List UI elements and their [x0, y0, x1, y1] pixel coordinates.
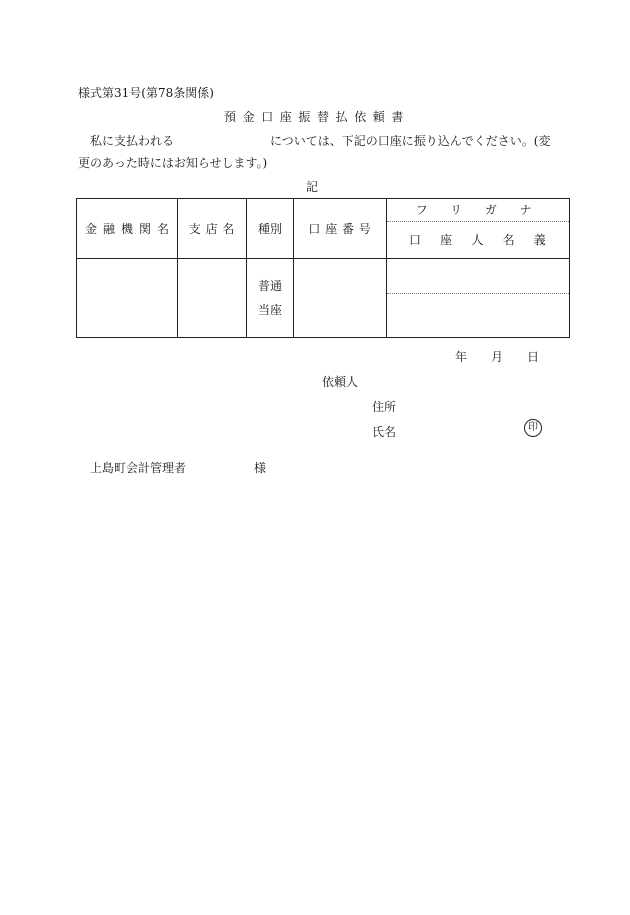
intro-line-1 [90, 132, 550, 149]
account-type-field[interactable] [247, 259, 294, 338]
ki-heading: 記 [306, 180, 319, 194]
header-account-number: 口座番号 [294, 199, 387, 259]
header-account-type: 種別 [247, 199, 294, 259]
date-line [455, 348, 539, 365]
type-option-futsu[interactable]: 普通 [257, 279, 282, 293]
header-bank-name: 金融機関名 [77, 199, 178, 259]
honorific-sama: 様 [254, 461, 267, 475]
furigana-field[interactable] [387, 259, 569, 294]
table-header-row [77, 199, 570, 259]
intro-line-1-start: 私に支払われる [90, 134, 175, 148]
header-branch-name: 支店名 [178, 199, 247, 259]
intro-line-2: 更のあった時にはお知らせします。) [78, 156, 268, 170]
date-year-label: 年 [455, 350, 468, 364]
header-account-holder: 口座人名義 [408, 233, 565, 247]
bank-name-field[interactable] [77, 259, 178, 338]
account-holder-field[interactable] [387, 294, 569, 337]
branch-name-field[interactable] [178, 259, 247, 338]
document-title: 預金口座振替払依頼書 [224, 110, 411, 124]
table-data-row [77, 259, 570, 338]
requester-label: 依頼人 [322, 375, 359, 389]
account-number-field[interactable] [294, 259, 387, 338]
header-furigana: フリガナ [387, 199, 569, 222]
date-day-label: 日 [527, 350, 540, 364]
name-label: 氏名 [372, 425, 397, 439]
date-month-label: 月 [491, 350, 504, 364]
form-number: 様式第31号(第78条関係) [78, 86, 214, 100]
address-label: 住所 [372, 400, 397, 414]
seal-icon: 印 [524, 419, 542, 437]
addressee: 上島町会計管理者 [90, 461, 187, 475]
type-option-toza[interactable]: 当座 [257, 303, 282, 317]
account-table [76, 198, 570, 338]
holder-input-cell [387, 259, 570, 338]
header-holder-cell [387, 199, 570, 259]
intro-line-1-end: については、下記の口座に振り込んでください。(変 [270, 134, 551, 148]
